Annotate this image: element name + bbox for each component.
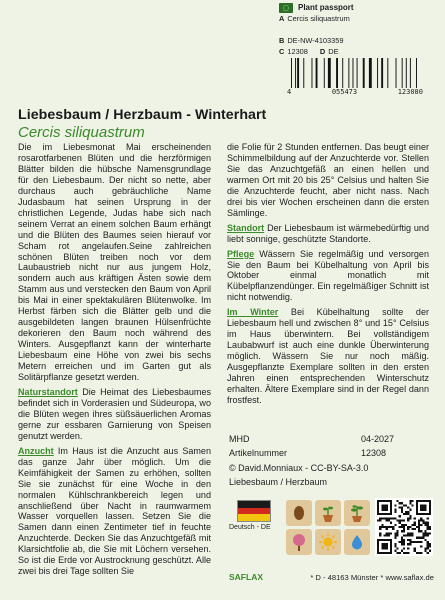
flag-label: Deutsch - DE: [229, 524, 271, 531]
qr-module: [412, 541, 414, 543]
product-info: [229, 432, 431, 490]
artikel-value: 12308: [361, 448, 387, 459]
language-flag: [229, 500, 287, 531]
qr-module: [409, 509, 411, 511]
description-column-left: [18, 142, 211, 577]
anzucht-continued: die Folie für 2 Stunden entfernen. Das beugt einer Schimmelbildung auf der Anzuchterde vor. Stellen Sie das Anzuchtgefäß an einen hellen und warmen Ort mit 20 bis 25° Celsius und halten Sie die Anzuchterde feucht, aber nicht nass. Nach drei bis vier Wochen erscheinen dann die ersten Sämlinge.: [227, 142, 429, 218]
qr-module: [418, 528, 420, 530]
intro-paragraph: Die im Liebesmonat Mai erscheinenden rosarotfarbenen Blüten und die herzförmigen Blätter bilden die hübsche Namensgrundlage für den Liebesbaum. Der nicht so nette, aber durchaus auch gebräuchliche Name Judasbaum hat seinen Ursprung in der christlichen Legende, Judas habe sich nach seinem Verrat an einem solchen Baum erhängt und die Blüten des Baumes seien hierauf vor Scham rot angelaufen.Seine zahlreichen schönen Blüten treiben noch vor dem Laubaustrieb nicht nur aus jungem Holz, sondern auch aus kräftigen Ästen sowie dem Stamm aus und verstecken den Baum von April bis Mai in einer spektakulären Blütenwolke. Im Herbst färben sich die Blätter gelb und die ausgebildeten langen braunen Hülsenfrüchte dekorieren den Baum noch während des Winters. Ausgepflanzt kann der winterharte Liebesbaum eine Höhe von zwei bis sechs Metern erreichen und im Garten gut als Solitärpflanze gesetzt werden.: [18, 142, 211, 383]
qr-module: [396, 548, 398, 550]
qr-module: [381, 543, 387, 549]
qr-module: [381, 517, 383, 519]
barcode-bar: [396, 58, 397, 88]
passport-b-value: DE-NW-4103359: [287, 36, 344, 46]
qr-module: [399, 515, 401, 517]
qr-module: [407, 526, 409, 528]
qr-module: [386, 526, 388, 528]
passport-d-label: D: [319, 46, 326, 56]
qr-module: [392, 528, 394, 530]
barcode-digit-left: 055473: [331, 88, 358, 96]
qr-module: [381, 504, 387, 510]
qr-module: [427, 541, 429, 543]
standort-paragraph: [227, 223, 429, 245]
qr-module: [425, 539, 427, 541]
qr-module: [396, 552, 398, 554]
qr-module: [427, 532, 429, 534]
qr-module: [412, 500, 414, 502]
passport-title: Plant passport: [298, 3, 354, 12]
qr-module: [412, 504, 414, 506]
qr-module: [396, 535, 398, 537]
mhd-value: 04-2027: [361, 434, 395, 444]
qr-module: [401, 550, 403, 552]
qr-module: [416, 541, 418, 543]
qr-module: [422, 532, 424, 534]
barcode-bar: [353, 58, 354, 88]
qr-module: [418, 552, 420, 554]
barcode-bar: [324, 58, 325, 88]
barcode-bar: [381, 58, 383, 88]
qr-module: [403, 526, 405, 528]
qr-module: [403, 504, 405, 506]
qr-module: [427, 524, 429, 526]
qr-module: [429, 550, 431, 552]
qr-module: [390, 532, 392, 534]
qr-module: [388, 517, 390, 519]
product-name: Liebesbaum / Herzbaum: [229, 477, 328, 488]
standort-heading: Standort: [227, 222, 265, 233]
qr-module: [405, 524, 407, 526]
qr-module: [425, 535, 427, 537]
qr-module: [416, 526, 418, 528]
latin-name: Cercis siliquastrum: [18, 124, 145, 141]
anzucht-text: Im Haus ist die Anzucht aus Samen das ganze Jahr über möglich. Um die Keimfähigkeit der Samen zu erhöhen, sollten Sie sie zunächst für eine Woche in den normalen Kühlschrankbereich legen und anschließend über Nacht in raumwarmem Wasser vorquellen lassen. Setzen Sie die Samen dann einen Zentimeter tief in feuchte Anzuchterde. Decken Sie das Anzuchtgefäß mit Klarsichtfolie ab, die Sie mit Löchern versehen. So ist die Erde vor Austrocknung geschützt. Alle zwei bis drei Tage sollten Sie: [18, 445, 211, 577]
qr-module: [425, 524, 427, 526]
qr-module: [394, 517, 396, 519]
qr-module: [420, 504, 426, 510]
qr-code[interactable]: [375, 498, 433, 556]
barcode: [287, 58, 424, 94]
qr-module: [401, 539, 403, 541]
qr-module: [409, 532, 411, 534]
qr-module: [429, 543, 431, 545]
qr-module: [407, 535, 409, 537]
qr-module: [388, 526, 390, 528]
qr-module: [409, 502, 411, 504]
qr-module: [401, 526, 403, 528]
qr-module: [394, 537, 396, 539]
qr-module: [427, 535, 429, 537]
qr-module: [394, 511, 396, 513]
artikel-label: Artikelnummer: [229, 448, 288, 459]
description-column-right: [227, 142, 429, 406]
qr-module: [388, 519, 390, 521]
qr-module: [407, 513, 409, 515]
seedling-pot-icon: [344, 500, 370, 526]
eu-flag-icon: [279, 3, 293, 13]
qr-module: [394, 509, 396, 511]
qr-module: [392, 517, 394, 519]
passport-a-value: Cercis siliquastrum: [287, 13, 350, 23]
qr-module: [409, 535, 411, 537]
qr-module: [390, 517, 392, 519]
qr-module: [394, 535, 396, 537]
sprout-pot-icon: [315, 500, 341, 526]
pflege-text: Wässern Sie regelmäßig und versorgen Sie den Baum bei Kübelhaltung von April bis Oktober einmal monatlich mit Kübelpflanzendünger. Ein regelmäßiger Schnitt ist nicht notwendig.: [227, 248, 429, 303]
qr-module: [420, 517, 422, 519]
qr-module: [381, 526, 383, 528]
qr-module: [390, 522, 392, 524]
qr-module: [381, 524, 383, 526]
qr-module: [396, 500, 398, 502]
qr-module: [429, 545, 431, 547]
qr-module: [409, 543, 411, 545]
company-address: * D - 48163 Münster * www.saflax.de: [310, 572, 434, 582]
qr-module: [403, 539, 405, 541]
qr-module: [429, 532, 431, 534]
qr-module: [418, 537, 420, 539]
barcode-bar: [336, 58, 338, 88]
qr-module: [399, 502, 401, 504]
barcode-bar: [377, 58, 378, 88]
qr-module: [427, 545, 429, 547]
qr-module: [414, 550, 416, 552]
qr-module: [412, 535, 414, 537]
qr-module: [409, 500, 411, 502]
qr-module: [414, 548, 416, 550]
passport-c-label: C: [279, 46, 285, 56]
qr-module: [403, 543, 405, 545]
qr-module: [390, 526, 392, 528]
qr-module: [403, 513, 405, 515]
german-flag-icon: [237, 500, 271, 522]
qr-module: [383, 535, 385, 537]
anzucht-paragraph: [18, 446, 211, 577]
qr-module: [407, 532, 409, 534]
qr-module: [407, 539, 409, 541]
qr-module: [412, 532, 414, 534]
qr-module: [401, 506, 403, 508]
qr-module: [414, 524, 416, 526]
qr-module: [399, 541, 401, 543]
qr-module: [414, 528, 416, 530]
qr-module: [386, 517, 388, 519]
qr-module: [383, 526, 385, 528]
qr-module: [401, 530, 403, 532]
qr-module: [420, 541, 422, 543]
qr-module: [405, 513, 407, 515]
winter-heading: Im Winter: [227, 307, 279, 318]
qr-module: [394, 543, 396, 545]
barcode-bar: [295, 58, 296, 88]
barcode-bar: [348, 58, 349, 88]
qr-module: [392, 526, 394, 528]
barcode-bar: [406, 58, 407, 88]
barcode-bar: [291, 58, 292, 88]
qr-module: [422, 522, 424, 524]
qr-module: [418, 526, 420, 528]
qr-module: [401, 502, 403, 504]
qr-module: [379, 519, 381, 521]
qr-module: [420, 530, 422, 532]
qr-module: [425, 532, 427, 534]
barcode-bar: [357, 58, 358, 88]
seed-icon: [286, 500, 312, 526]
qr-module: [405, 504, 407, 506]
qr-module: [401, 537, 403, 539]
qr-module: [403, 524, 405, 526]
qr-module: [414, 541, 416, 543]
barcode-bar: [297, 58, 299, 88]
flag-stripe-black: [238, 501, 270, 508]
winter-text: Bei Kübelhaltung sollte der Liebesbaum hell und zwischen 8° und 15° Celsius im Haus überwintern. Bei vollständigem Laubabwurf ist auch eine dunkle Überwinterung möglich. Wässern Sie nur noch mäßig. Ausgepflanzte Exemplare sollten in den ersten Jahren einen entsprechenden Winterschutz erhalten. Ältere Exemplare sind in der Regel dann frostfest.: [227, 307, 429, 405]
qr-module: [394, 550, 396, 552]
qr-module: [394, 524, 396, 526]
qr-module: [427, 548, 429, 550]
qr-module: [403, 548, 405, 550]
barcode-bar: [387, 58, 388, 88]
qr-module: [403, 552, 405, 554]
qr-module: [412, 528, 414, 530]
qr-module: [379, 526, 381, 528]
qr-module: [399, 506, 401, 508]
qr-module: [379, 535, 381, 537]
barcode-bar: [369, 58, 372, 88]
qr-module: [394, 545, 396, 547]
qr-module: [420, 552, 422, 554]
qr-module: [425, 550, 427, 552]
qr-module: [379, 528, 381, 530]
qr-module: [407, 506, 409, 508]
qr-module: [418, 541, 420, 543]
pflege-paragraph: [227, 249, 429, 304]
qr-module: [429, 528, 431, 530]
qr-module: [414, 517, 416, 519]
barcode-bar: [342, 58, 343, 88]
qr-module: [427, 552, 429, 554]
pflege-heading: Pflege: [227, 248, 255, 259]
standort-text: Der Liebesbaum ist wärmebedürftig und liebt sonnige, geschützte Standorte.: [227, 222, 429, 244]
qr-module: [405, 511, 407, 513]
barcode-bar: [328, 58, 331, 88]
barcode-bar: [312, 58, 313, 88]
qr-module: [422, 537, 424, 539]
page-title: Liebesbaum / Herzbaum - Winterhart: [18, 107, 267, 123]
qr-module: [409, 541, 411, 543]
qr-module: [427, 522, 429, 524]
qr-module: [429, 526, 431, 528]
qr-module: [407, 548, 409, 550]
qr-module: [418, 524, 420, 526]
qr-module: [416, 537, 418, 539]
anzucht-heading: Anzucht: [18, 445, 54, 456]
qr-module: [420, 537, 422, 539]
qr-module: [396, 532, 398, 534]
qr-module: [427, 543, 429, 545]
qr-module: [425, 548, 427, 550]
qr-module: [386, 528, 388, 530]
qr-module: [401, 541, 403, 543]
qr-module: [418, 522, 420, 524]
qr-module: [383, 517, 385, 519]
artikel-row: [229, 446, 431, 460]
title-block: [18, 107, 428, 141]
qr-module: [407, 517, 409, 519]
barcode-bar: [402, 58, 403, 88]
brand-logo: SAFLAX: [229, 572, 263, 582]
qr-module: [386, 532, 388, 534]
qr-module: [427, 528, 429, 530]
barcode-bar: [316, 58, 318, 88]
qr-module: [407, 552, 409, 554]
qr-module: [422, 519, 424, 521]
qr-module: [414, 522, 416, 524]
qr-module: [394, 504, 396, 506]
qr-module: [396, 519, 398, 521]
image-copyright: © David.Monniaux - CC-BY-SA-3.0: [229, 462, 369, 473]
barcode-digit-right: 123080: [397, 88, 423, 96]
qr-module: [394, 532, 396, 534]
qr-module: [396, 530, 398, 532]
qr-module: [420, 519, 422, 521]
naturstandort-paragraph: [18, 387, 211, 442]
qr-module: [379, 532, 381, 534]
passport-c-value: 12308: [287, 46, 308, 56]
qr-module: [401, 524, 403, 526]
barcode-bar: [410, 58, 411, 88]
naturstandort-heading: Naturstandort: [18, 386, 78, 397]
qr-module: [427, 517, 429, 519]
flag-stripe-gold: [238, 514, 270, 521]
qr-module: [420, 545, 422, 547]
qr-module: [427, 526, 429, 528]
passport-d-value: DE: [328, 46, 339, 56]
watering-icon: [344, 529, 370, 555]
qr-module: [399, 519, 401, 521]
qr-module: [401, 509, 403, 511]
qr-module: [405, 552, 407, 554]
footer: [229, 572, 434, 582]
barcode-digit-prefix: 4: [287, 88, 292, 96]
qr-module: [401, 511, 403, 513]
qr-module: [409, 517, 411, 519]
qr-module: [388, 535, 390, 537]
qr-module: [412, 524, 414, 526]
qr-module: [407, 511, 409, 513]
qr-module: [422, 535, 424, 537]
qr-module: [425, 530, 427, 532]
barcode-bar: [416, 58, 417, 88]
qr-module: [377, 519, 379, 521]
qr-module: [407, 528, 409, 530]
barcode-bar: [363, 58, 365, 88]
naturstandort-text: Die Heimat des Liebesbaumes befindet sich in Vorderasien und Südeuropa, wo die Blüten wegen ihres süßsäuerlichen Aromas gerne zur essbaren Garnierung von Speisen genutzt werden.: [18, 386, 211, 441]
qr-module: [425, 522, 427, 524]
mhd-label: MHD: [229, 434, 250, 444]
qr-module: [399, 526, 401, 528]
qr-module: [399, 552, 401, 554]
qr-module: [403, 535, 405, 537]
qr-module: [407, 519, 409, 521]
sun-icon: [315, 529, 341, 555]
qr-module: [418, 519, 420, 521]
qr-module: [418, 530, 420, 532]
winter-paragraph: [227, 307, 429, 406]
qr-code-modules: [377, 500, 431, 554]
qr-module: [403, 541, 405, 543]
qr-module: [420, 524, 422, 526]
qr-module: [409, 539, 411, 541]
qr-module: [403, 530, 405, 532]
qr-module: [416, 552, 418, 554]
passport-a-label: A: [279, 13, 285, 23]
qr-module: [386, 519, 388, 521]
qr-module: [388, 532, 390, 534]
qr-module: [409, 526, 411, 528]
qr-module: [403, 528, 405, 530]
qr-module: [407, 543, 409, 545]
qr-module: [403, 519, 405, 521]
qr-module: [401, 519, 403, 521]
barcode-bar: [303, 58, 304, 88]
qr-module: [379, 517, 381, 519]
qr-module: [405, 535, 407, 537]
qr-module: [399, 522, 401, 524]
qr-module: [401, 543, 403, 545]
barcode-bars: [287, 58, 424, 88]
qr-module: [409, 515, 411, 517]
tree-icon: [286, 529, 312, 555]
care-icons: [286, 500, 370, 558]
qr-module: [386, 535, 388, 537]
flag-stripe-red: [238, 508, 270, 515]
mhd-row: [229, 432, 431, 446]
passport-b-label: B: [279, 36, 285, 46]
